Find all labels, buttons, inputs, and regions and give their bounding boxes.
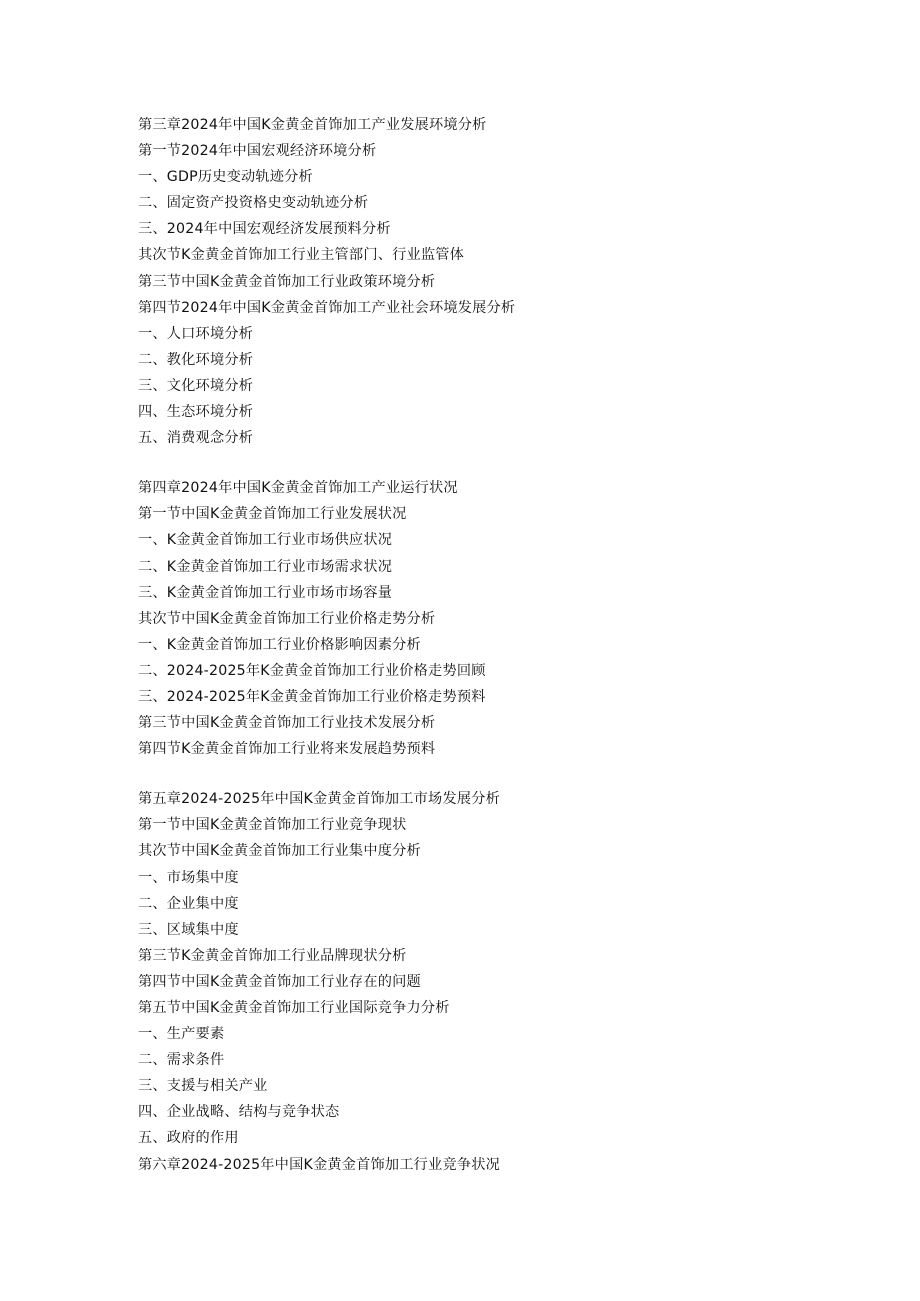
list-item: 二、需求条件 [138, 1052, 225, 1069]
list-item: 一、人口环境分析 [138, 325, 254, 342]
section-heading: 其次节K金黄金首饰加工行业主管部门、行业监管体 [138, 247, 465, 264]
list-item: 一、生产要素 [138, 1026, 225, 1043]
section-heading: 第一节中国K金黄金首饰加工行业发展状况 [138, 506, 407, 523]
section-heading: 第一节中国K金黄金首饰加工行业竞争现状 [138, 817, 407, 834]
list-item: 五、政府的作用 [138, 1130, 239, 1147]
section-heading: 第三节K金黄金首饰加工行业品牌现状分析 [138, 947, 407, 964]
list-item: 二、K金黄金首饰加工行业市场需求状况 [138, 558, 393, 575]
list-item: 三、2024-2025年K金黄金首饰加工行业价格走势预料 [138, 688, 486, 705]
chapter-3-section [138, 112, 878, 451]
section-heading: 第四节2024年中国K金黄金首饰加工产业社会环境发展分析 [138, 299, 516, 316]
list-item: 四、企业战略、结构与竞争状态 [138, 1104, 340, 1121]
section-heading: 其次节中国K金黄金首饰加工行业集中度分析 [138, 843, 421, 860]
list-item: 五、消费观念分析 [138, 430, 254, 447]
list-item: 三、区域集中度 [138, 921, 239, 938]
section-heading: 第一节2024年中国宏观经济环境分析 [138, 143, 377, 160]
list-item: 一、GDP历史变动轨迹分析 [138, 169, 313, 186]
section-heading: 第三节中国K金黄金首饰加工行业技术发展分析 [138, 715, 436, 732]
section-heading: 第四节K金黄金首饰加工行业将来发展趋势预料 [138, 741, 436, 758]
list-item: 三、2024年中国宏观经济发展预料分析 [138, 221, 391, 238]
chapter-4-section [138, 475, 878, 762]
chapter-heading: 第三章2024年中国K金黄金首饰加工产业发展环境分析 [138, 117, 487, 133]
list-item: 二、教化环境分析 [138, 351, 254, 368]
list-item: 一、市场集中度 [138, 869, 239, 886]
list-item: 四、生态环境分析 [138, 404, 254, 421]
section-heading: 第三节中国K金黄金首饰加工行业政策环境分析 [138, 273, 436, 290]
document-page [138, 112, 878, 1178]
section-heading: 其次节中国K金黄金首饰加工行业价格走势分析 [138, 610, 436, 627]
list-item: 三、K金黄金首饰加工行业市场市场容量 [138, 584, 393, 601]
chapter-heading: 第六章2024-2025年中国K金黄金首饰加工行业竞争状况 [138, 1156, 500, 1173]
list-item: 一、K金黄金首饰加工行业价格影响因素分析 [138, 636, 421, 653]
list-item: 三、文化环境分析 [138, 377, 254, 394]
list-item: 一、K金黄金首饰加工行业市场供应状况 [138, 532, 393, 549]
section-heading: 第四节中国K金黄金首饰加工行业存在的问题 [138, 973, 421, 990]
list-item: 二、2024-2025年K金黄金首饰加工行业价格走势回顾 [138, 662, 486, 679]
chapter-heading: 第四章2024年中国K金黄金首饰加工产业运行状况 [138, 480, 458, 497]
chapter-heading: 第五章2024-2025年中国K金黄金首饰加工市场发展分析 [138, 791, 500, 808]
chapter-5-section [138, 786, 878, 1177]
section-heading: 第五节中国K金黄金首饰加工行业国际竞争力分析 [138, 1000, 450, 1016]
list-item: 二、固定资产投资格史变动轨迹分析 [138, 195, 369, 212]
list-item: 三、支援与相关产业 [138, 1078, 268, 1095]
list-item: 二、企业集中度 [138, 895, 239, 912]
